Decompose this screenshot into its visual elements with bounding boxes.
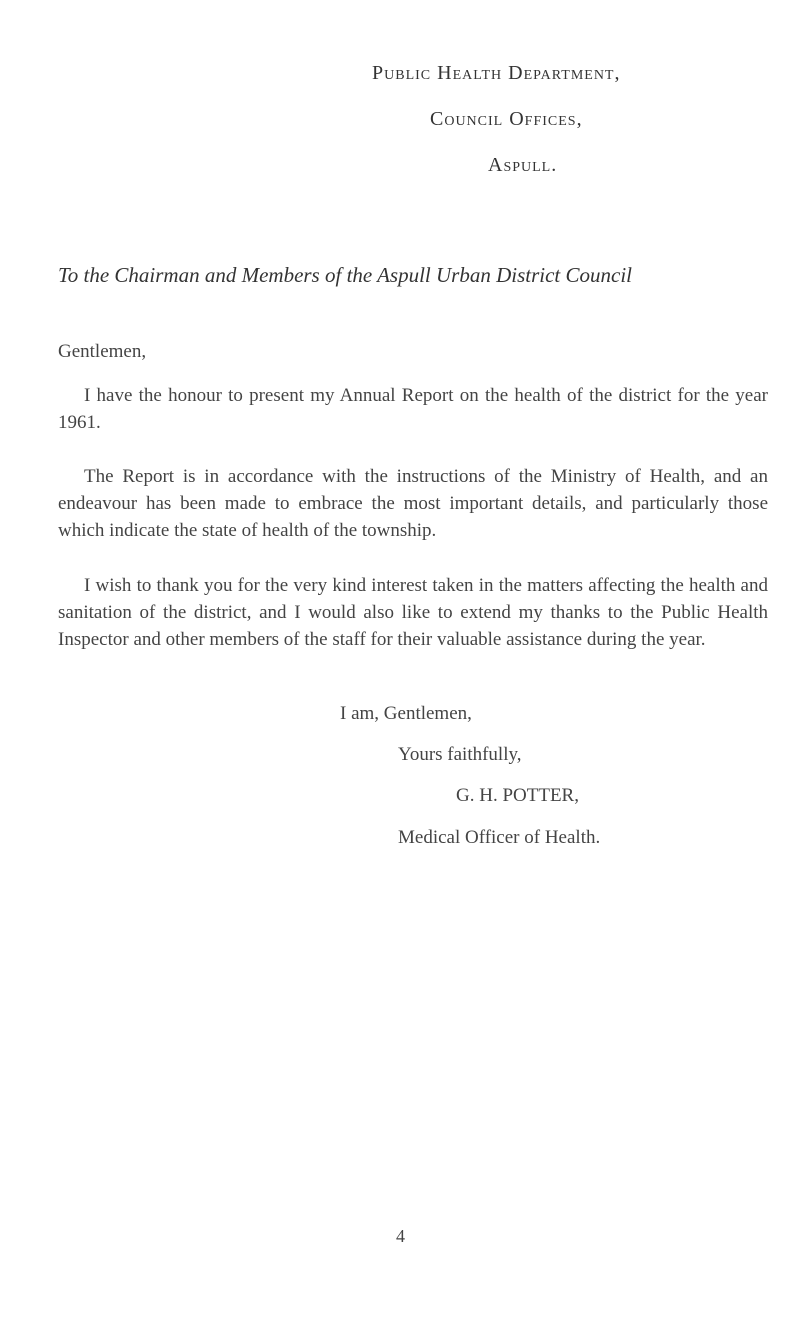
letterhead-town: Aspull. (488, 154, 558, 176)
valediction: Yours faithfully, (398, 744, 522, 765)
addressee-line: To the Chairman and Members of the Aspull Urban District Council (58, 263, 633, 287)
closing-line: I am, Gentlemen, (340, 703, 472, 724)
salutation: Gentlemen, (58, 341, 147, 362)
signatory-title: Medical Officer of Health. (398, 827, 601, 848)
paragraph-report-details: The Report is in accordance with the instructions of the Ministry of Health, and an endeavour has been made to embrace the most important details, and particularly those which indicate the state of health of the township. (58, 466, 768, 541)
letterhead-department: Public Health Department, (372, 62, 621, 84)
letterhead-offices: Council Offices, (430, 108, 583, 130)
page-number: 4 (396, 1226, 405, 1246)
paragraph-thanks: I wish to thank you for the very kind interest taken in the matters affecting the health and sanitation of the district, and I would also like to extend my thanks to the Public Health Inspector and other members of the staff for their valuable assistance during the year. (58, 575, 768, 650)
signatory-name: G. H. POTTER, (456, 785, 579, 806)
paragraph-introduction: I have the honour to present my Annual Report on the health of the district for the year 1961. (58, 385, 768, 433)
